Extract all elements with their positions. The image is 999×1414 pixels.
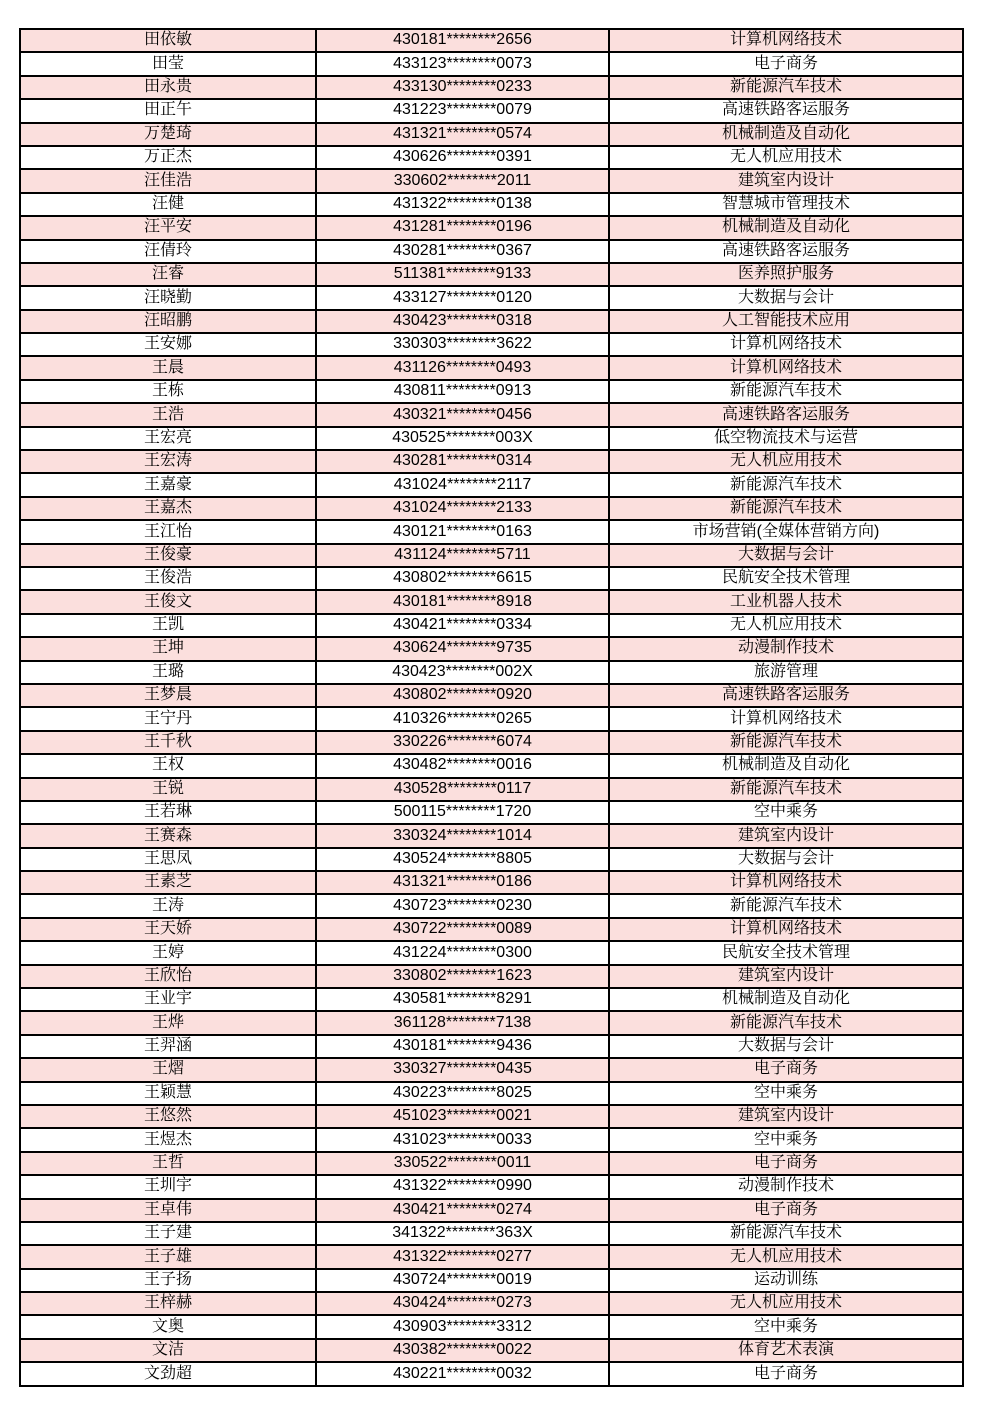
student-roster-table <box>19 28 964 1387</box>
table-row <box>20 1105 963 1128</box>
id-number-cell: 430624********9735 <box>316 637 609 660</box>
table-row <box>20 1339 963 1362</box>
major-cell: 工业机器人技术 <box>609 590 963 613</box>
table-row <box>20 614 963 637</box>
id-number-cell: 430281********0367 <box>316 240 609 263</box>
id-number-cell: 330324********1014 <box>316 824 609 847</box>
student-name-cell: 田莹 <box>20 52 316 75</box>
table-row <box>20 661 963 684</box>
id-number-cell: 361128********7138 <box>316 1011 609 1034</box>
major-cell: 电子商务 <box>609 1199 963 1222</box>
table-row <box>20 544 963 567</box>
table-row <box>20 590 963 613</box>
student-name-cell: 王素芝 <box>20 871 316 894</box>
id-number-cell: 430802********0920 <box>316 684 609 707</box>
major-cell: 医养照护服务 <box>609 263 963 286</box>
major-cell: 新能源汽车技术 <box>609 731 963 754</box>
major-cell: 电子商务 <box>609 1362 963 1385</box>
id-number-cell: 330522********0011 <box>316 1152 609 1175</box>
table-row <box>20 240 963 263</box>
student-name-cell: 王千秋 <box>20 731 316 754</box>
table-row <box>20 52 963 75</box>
id-number-cell: 433130********0233 <box>316 76 609 99</box>
major-cell: 低空物流技术与运营 <box>609 427 963 450</box>
major-cell: 运动训练 <box>609 1269 963 1292</box>
id-number-cell: 430528********0117 <box>316 778 609 801</box>
id-number-cell: 430181********8918 <box>316 590 609 613</box>
student-name-cell: 王天娇 <box>20 918 316 941</box>
major-cell: 无人机应用技术 <box>609 614 963 637</box>
major-cell: 计算机网络技术 <box>609 29 963 52</box>
major-cell: 动漫制作技术 <box>609 1175 963 1198</box>
major-cell: 高速铁路客运服务 <box>609 403 963 426</box>
id-number-cell: 330226********6074 <box>316 731 609 754</box>
student-name-cell: 王赛森 <box>20 824 316 847</box>
table-row <box>20 497 963 520</box>
major-cell: 无人机应用技术 <box>609 450 963 473</box>
table-row <box>20 356 963 379</box>
student-name-cell: 汪倩玲 <box>20 240 316 263</box>
table-row <box>20 123 963 146</box>
student-name-cell: 王宁丹 <box>20 707 316 730</box>
major-cell: 计算机网络技术 <box>609 356 963 379</box>
student-name-cell: 王坤 <box>20 637 316 660</box>
student-name-cell: 汪昭鹏 <box>20 310 316 333</box>
major-cell: 电子商务 <box>609 1152 963 1175</box>
id-number-cell: 430802********6615 <box>316 567 609 590</box>
id-number-cell: 431224********0300 <box>316 941 609 964</box>
student-name-cell: 文洁 <box>20 1339 316 1362</box>
id-number-cell: 330802********1623 <box>316 965 609 988</box>
table-row <box>20 99 963 122</box>
major-cell: 新能源汽车技术 <box>609 473 963 496</box>
table-row <box>20 801 963 824</box>
id-number-cell: 431126********0493 <box>316 356 609 379</box>
table-row <box>20 450 963 473</box>
major-cell: 计算机网络技术 <box>609 707 963 730</box>
major-cell: 无人机应用技术 <box>609 1245 963 1268</box>
id-number-cell: 430724********0019 <box>316 1269 609 1292</box>
table-row <box>20 754 963 777</box>
student-name-cell: 王栋 <box>20 380 316 403</box>
table-row <box>20 146 963 169</box>
major-cell: 空中乘务 <box>609 1082 963 1105</box>
student-name-cell: 万正杰 <box>20 146 316 169</box>
major-cell: 新能源汽车技术 <box>609 1222 963 1245</box>
id-number-cell: 431024********2117 <box>316 473 609 496</box>
major-cell: 空中乘务 <box>609 1315 963 1338</box>
major-cell: 空中乘务 <box>609 801 963 824</box>
student-name-cell: 王煜杰 <box>20 1128 316 1151</box>
id-number-cell: 433127********0120 <box>316 286 609 309</box>
id-number-cell: 500115********1720 <box>316 801 609 824</box>
student-name-cell: 王思凤 <box>20 848 316 871</box>
major-cell: 市场营销(全媒体营销方向) <box>609 520 963 543</box>
major-cell: 机械制造及自动化 <box>609 988 963 1011</box>
id-number-cell: 430421********0334 <box>316 614 609 637</box>
student-name-cell: 田正午 <box>20 99 316 122</box>
major-cell: 大数据与会计 <box>609 544 963 567</box>
id-number-cell: 431322********0277 <box>316 1245 609 1268</box>
student-name-cell: 王浩 <box>20 403 316 426</box>
student-name-cell: 汪平安 <box>20 216 316 239</box>
table-row <box>20 965 963 988</box>
id-number-cell: 430424********0273 <box>316 1292 609 1315</box>
id-number-cell: 410326********0265 <box>316 707 609 730</box>
student-name-cell: 王安娜 <box>20 333 316 356</box>
table-row <box>20 848 963 871</box>
id-number-cell: 430181********2656 <box>316 29 609 52</box>
table-row <box>20 193 963 216</box>
major-cell: 建筑室内设计 <box>609 1105 963 1128</box>
major-cell: 民航安全技术管理 <box>609 567 963 590</box>
major-cell: 无人机应用技术 <box>609 146 963 169</box>
major-cell: 旅游管理 <box>609 661 963 684</box>
table-row <box>20 871 963 894</box>
table-row <box>20 1011 963 1034</box>
id-number-cell: 431321********0186 <box>316 871 609 894</box>
student-name-cell: 王羿涵 <box>20 1035 316 1058</box>
student-name-cell: 王晨 <box>20 356 316 379</box>
table-row <box>20 1222 963 1245</box>
student-name-cell: 王凯 <box>20 614 316 637</box>
student-name-cell: 王欣怡 <box>20 965 316 988</box>
id-number-cell: 430903********3312 <box>316 1315 609 1338</box>
major-cell: 人工智能技术应用 <box>609 310 963 333</box>
major-cell: 大数据与会计 <box>609 1035 963 1058</box>
student-name-cell: 汪健 <box>20 193 316 216</box>
id-number-cell: 430723********0230 <box>316 894 609 917</box>
major-cell: 新能源汽车技术 <box>609 76 963 99</box>
major-cell: 高速铁路客运服务 <box>609 684 963 707</box>
table-row <box>20 473 963 496</box>
student-name-cell: 王业宇 <box>20 988 316 1011</box>
major-cell: 建筑室内设计 <box>609 965 963 988</box>
student-name-cell: 文奥 <box>20 1315 316 1338</box>
id-number-cell: 431023********0033 <box>316 1128 609 1151</box>
major-cell: 计算机网络技术 <box>609 333 963 356</box>
student-name-cell: 王锐 <box>20 778 316 801</box>
student-name-cell: 王涛 <box>20 894 316 917</box>
student-name-cell: 王悠然 <box>20 1105 316 1128</box>
table-row <box>20 1362 963 1385</box>
student-name-cell: 汪睿 <box>20 263 316 286</box>
id-number-cell: 430482********0016 <box>316 754 609 777</box>
student-name-cell: 王嘉豪 <box>20 473 316 496</box>
student-name-cell: 王江怡 <box>20 520 316 543</box>
student-name-cell: 汪佳浩 <box>20 169 316 192</box>
table-row <box>20 216 963 239</box>
table-row <box>20 1058 963 1081</box>
table-row <box>20 894 963 917</box>
student-name-cell: 王梓赫 <box>20 1292 316 1315</box>
table-row <box>20 1245 963 1268</box>
id-number-cell: 330327********0435 <box>316 1058 609 1081</box>
table-row <box>20 1269 963 1292</box>
table-row <box>20 731 963 754</box>
table-row <box>20 1175 963 1198</box>
id-number-cell: 430221********0032 <box>316 1362 609 1385</box>
student-name-cell: 王权 <box>20 754 316 777</box>
id-number-cell: 430281********0314 <box>316 450 609 473</box>
table-row <box>20 520 963 543</box>
student-name-cell: 王梦晨 <box>20 684 316 707</box>
id-number-cell: 430581********8291 <box>316 988 609 1011</box>
table-row <box>20 567 963 590</box>
table-row <box>20 427 963 450</box>
student-name-cell: 王哲 <box>20 1152 316 1175</box>
table-row <box>20 403 963 426</box>
table-row <box>20 637 963 660</box>
table-row <box>20 988 963 1011</box>
student-name-cell: 王璐 <box>20 661 316 684</box>
id-number-cell: 430524********8805 <box>316 848 609 871</box>
table-row <box>20 380 963 403</box>
table-row <box>20 1082 963 1105</box>
table-row <box>20 707 963 730</box>
student-name-cell: 王宏亮 <box>20 427 316 450</box>
major-cell: 计算机网络技术 <box>609 918 963 941</box>
student-name-cell: 王卓伟 <box>20 1199 316 1222</box>
student-name-cell: 王若琳 <box>20 801 316 824</box>
major-cell: 机械制造及自动化 <box>609 216 963 239</box>
student-name-cell: 王俊浩 <box>20 567 316 590</box>
major-cell: 机械制造及自动化 <box>609 123 963 146</box>
id-number-cell: 430626********0391 <box>316 146 609 169</box>
table-row <box>20 824 963 847</box>
major-cell: 新能源汽车技术 <box>609 1011 963 1034</box>
major-cell: 建筑室内设计 <box>609 169 963 192</box>
id-number-cell: 430121********0163 <box>316 520 609 543</box>
table-row <box>20 76 963 99</box>
id-number-cell: 330602********2011 <box>316 169 609 192</box>
major-cell: 新能源汽车技术 <box>609 894 963 917</box>
id-number-cell: 430321********0456 <box>316 403 609 426</box>
major-cell: 电子商务 <box>609 52 963 75</box>
table-row <box>20 263 963 286</box>
student-name-cell: 王圳宇 <box>20 1175 316 1198</box>
student-name-cell: 王子扬 <box>20 1269 316 1292</box>
id-number-cell: 430421********0274 <box>316 1199 609 1222</box>
id-number-cell: 430423********002X <box>316 661 609 684</box>
major-cell: 空中乘务 <box>609 1128 963 1151</box>
id-number-cell: 431321********0574 <box>316 123 609 146</box>
table-row <box>20 1128 963 1151</box>
table-row <box>20 1199 963 1222</box>
table-row <box>20 1315 963 1338</box>
id-number-cell: 341322********363X <box>316 1222 609 1245</box>
id-number-cell: 430382********0022 <box>316 1339 609 1362</box>
student-name-cell: 万楚琦 <box>20 123 316 146</box>
major-cell: 无人机应用技术 <box>609 1292 963 1315</box>
major-cell: 新能源汽车技术 <box>609 778 963 801</box>
student-name-cell: 王子建 <box>20 1222 316 1245</box>
table-row <box>20 778 963 801</box>
id-number-cell: 430223********8025 <box>316 1082 609 1105</box>
id-number-cell: 431281********0196 <box>316 216 609 239</box>
student-name-cell: 王婷 <box>20 941 316 964</box>
table-row <box>20 1035 963 1058</box>
major-cell: 大数据与会计 <box>609 286 963 309</box>
major-cell: 民航安全技术管理 <box>609 941 963 964</box>
major-cell: 高速铁路客运服务 <box>609 99 963 122</box>
table-row <box>20 169 963 192</box>
id-number-cell: 430722********0089 <box>316 918 609 941</box>
major-cell: 计算机网络技术 <box>609 871 963 894</box>
major-cell: 新能源汽车技术 <box>609 497 963 520</box>
id-number-cell: 511381********9133 <box>316 263 609 286</box>
student-name-cell: 田永贵 <box>20 76 316 99</box>
id-number-cell: 430423********0318 <box>316 310 609 333</box>
id-number-cell: 433123********0073 <box>316 52 609 75</box>
table-row <box>20 918 963 941</box>
id-number-cell: 451023********0021 <box>316 1105 609 1128</box>
table-row <box>20 1292 963 1315</box>
student-name-cell: 王颖慧 <box>20 1082 316 1105</box>
table-row <box>20 941 963 964</box>
major-cell: 动漫制作技术 <box>609 637 963 660</box>
student-name-cell: 文劲超 <box>20 1362 316 1385</box>
major-cell: 新能源汽车技术 <box>609 380 963 403</box>
student-name-cell: 王嘉杰 <box>20 497 316 520</box>
id-number-cell: 430811********0913 <box>316 380 609 403</box>
id-number-cell: 430525********003X <box>316 427 609 450</box>
table-row <box>20 1152 963 1175</box>
major-cell: 高速铁路客运服务 <box>609 240 963 263</box>
student-name-cell: 王宏涛 <box>20 450 316 473</box>
student-name-cell: 王熠 <box>20 1058 316 1081</box>
major-cell: 大数据与会计 <box>609 848 963 871</box>
id-number-cell: 431322********0138 <box>316 193 609 216</box>
table-row <box>20 310 963 333</box>
id-number-cell: 431124********5711 <box>316 544 609 567</box>
id-number-cell: 431223********0079 <box>316 99 609 122</box>
major-cell: 体育艺术表演 <box>609 1339 963 1362</box>
table-row <box>20 29 963 52</box>
table-row <box>20 684 963 707</box>
id-number-cell: 330303********3622 <box>316 333 609 356</box>
id-number-cell: 431024********2133 <box>316 497 609 520</box>
student-name-cell: 田依敏 <box>20 29 316 52</box>
student-name-cell: 王俊豪 <box>20 544 316 567</box>
major-cell: 机械制造及自动化 <box>609 754 963 777</box>
student-name-cell: 汪晓勤 <box>20 286 316 309</box>
major-cell: 智慧城市管理技术 <box>609 193 963 216</box>
id-number-cell: 430181********9436 <box>316 1035 609 1058</box>
student-name-cell: 王子雄 <box>20 1245 316 1268</box>
id-number-cell: 431322********0990 <box>316 1175 609 1198</box>
major-cell: 建筑室内设计 <box>609 824 963 847</box>
roster-body <box>20 29 963 1386</box>
table-row <box>20 286 963 309</box>
student-name-cell: 王俊文 <box>20 590 316 613</box>
student-name-cell: 王烨 <box>20 1011 316 1034</box>
table-row <box>20 333 963 356</box>
major-cell: 电子商务 <box>609 1058 963 1081</box>
